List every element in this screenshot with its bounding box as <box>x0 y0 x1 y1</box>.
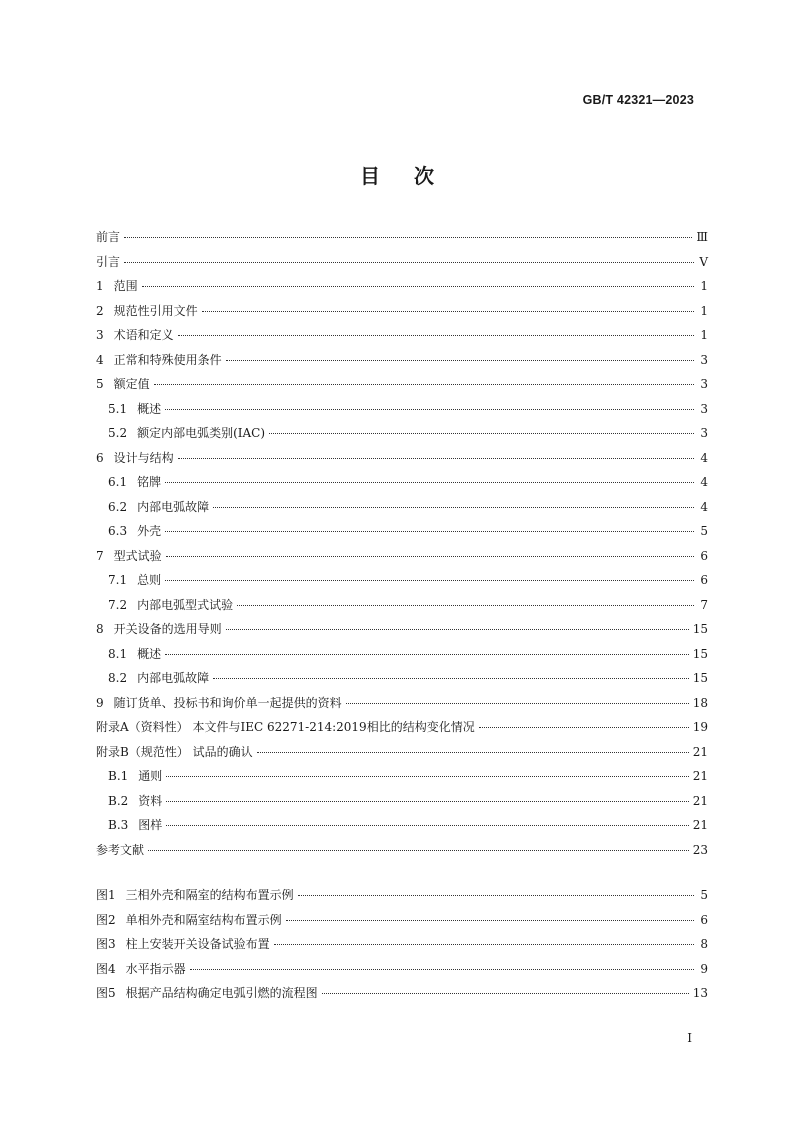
dot-leader <box>178 335 694 336</box>
toc-entry[interactable] <box>96 596 708 621</box>
entry-page-number: 8 <box>700 937 708 951</box>
entry-title: 根据产品结构确定电弧引燃的流程图 <box>125 986 318 1000</box>
toc-entry[interactable] <box>96 669 708 694</box>
entry-page-number: Ⅲ <box>696 230 708 244</box>
entry-title: 参考文献 <box>96 842 145 857</box>
dot-leader <box>479 727 689 728</box>
entry-title: 引言 <box>96 254 121 269</box>
entry-number: 8 <box>96 622 104 636</box>
dot-leader <box>165 580 694 581</box>
entry-title: 概述 <box>137 646 162 661</box>
entry-title: 规范性引用文件 <box>113 303 198 318</box>
figure-entry[interactable] <box>96 886 708 911</box>
entry-number: 7.2 <box>108 597 128 612</box>
dot-leader <box>190 969 694 970</box>
entry-page-number: 5 <box>700 888 708 902</box>
dot-leader <box>165 531 694 532</box>
entry-title: 单相外壳和隔室结构布置示例 <box>125 912 282 927</box>
toc-entry[interactable] <box>96 571 708 596</box>
entry-number: B.2 <box>108 793 129 808</box>
dot-leader <box>178 458 694 459</box>
entry-page-number: 3 <box>700 352 708 367</box>
dot-leader <box>166 776 688 777</box>
document-number: GB/T 42321—2023 <box>582 93 694 107</box>
entry-page-number: 15 <box>692 622 708 636</box>
dot-leader <box>226 360 694 361</box>
figure-entry[interactable] <box>96 911 708 936</box>
dot-leader <box>274 944 694 945</box>
toc-entry[interactable] <box>96 375 708 400</box>
entry-title: 三相外壳和隔室的结构布置示例 <box>125 888 294 902</box>
dot-leader <box>202 311 694 312</box>
entry-page-number: 1 <box>700 279 708 293</box>
entry-page-number: 6 <box>700 912 708 927</box>
dot-leader <box>165 482 694 483</box>
entry-number: 图1 <box>96 888 116 902</box>
dot-leader <box>166 825 688 826</box>
table-of-contents <box>96 228 708 865</box>
entry-title: 内部电弧型式试验 <box>137 597 234 612</box>
entry-title: 内部电弧故障 <box>137 499 210 514</box>
dot-leader <box>257 752 689 753</box>
figure-entry[interactable] <box>96 984 708 1009</box>
entry-title: 开关设备的选用导则 <box>113 622 222 636</box>
toc-entry[interactable] <box>96 841 708 866</box>
entry-page-number: 4 <box>700 475 708 489</box>
toc-entry[interactable] <box>96 767 708 792</box>
entry-page-number: V <box>699 254 708 269</box>
entry-title: 型式试验 <box>113 548 162 563</box>
entry-page-number: 5 <box>700 524 708 538</box>
figure-entry[interactable] <box>96 960 708 985</box>
entry-title: 设计与结构 <box>113 450 174 465</box>
entry-number: 5 <box>96 377 104 391</box>
entry-page-number: 15 <box>692 646 708 661</box>
entry-title: 内部电弧故障 <box>137 671 210 685</box>
entry-page-number: 15 <box>692 671 708 685</box>
dot-leader <box>269 433 694 434</box>
entry-number: 2 <box>96 303 104 318</box>
toc-entry[interactable] <box>96 792 708 817</box>
dot-leader <box>213 507 694 508</box>
entry-number: 7 <box>96 548 104 563</box>
entry-page-number: 9 <box>700 961 708 976</box>
page-number: I <box>687 1031 692 1045</box>
entry-page-number: 1 <box>700 303 708 318</box>
entry-number: 5.1 <box>108 401 128 416</box>
entry-page-number: 13 <box>692 986 708 1000</box>
entry-number: 8.2 <box>108 671 128 685</box>
toc-entry[interactable] <box>96 302 708 327</box>
entry-page-number: 21 <box>692 744 708 759</box>
dot-leader <box>165 409 694 410</box>
entry-number: 图3 <box>96 937 116 951</box>
toc-entry[interactable] <box>96 277 708 302</box>
entry-number: 6.3 <box>108 524 128 538</box>
dot-leader <box>124 262 694 263</box>
toc-entry[interactable] <box>96 253 708 278</box>
entry-number: 图2 <box>96 912 116 927</box>
entry-page-number: 18 <box>692 695 708 710</box>
entry-page-number: 4 <box>700 450 708 465</box>
entry-number: 4 <box>96 352 104 367</box>
toc-entry[interactable] <box>96 522 708 547</box>
dot-leader <box>346 703 689 704</box>
figure-entry[interactable] <box>96 935 708 960</box>
toc-entry[interactable] <box>96 645 708 670</box>
entry-title: 水平指示器 <box>125 961 186 976</box>
entry-page-number: 6 <box>700 548 708 563</box>
entry-page-number: 3 <box>700 401 708 416</box>
entry-title: 附录A（资料性） 本文件与IEC 62271-214:2019相比的结构变化情况 <box>96 720 475 734</box>
entry-number: 8.1 <box>108 646 128 661</box>
entry-page-number: 21 <box>692 818 708 832</box>
dot-leader <box>166 801 688 802</box>
entry-number: 5.2 <box>108 426 128 440</box>
dot-leader <box>124 237 692 238</box>
entry-page-number: 6 <box>700 573 708 587</box>
entry-title: 随订货单、投标书和询价单一起提供的资料 <box>113 695 342 710</box>
entry-title: 铭牌 <box>137 475 162 489</box>
entry-page-number: 4 <box>700 499 708 514</box>
dot-leader <box>154 384 694 385</box>
list-of-figures <box>96 886 708 1009</box>
entry-number: 1 <box>96 279 104 293</box>
entry-number: 3 <box>96 328 104 342</box>
toc-entry[interactable] <box>96 326 708 351</box>
entry-number: 6 <box>96 450 104 465</box>
toc-entry[interactable] <box>96 743 708 768</box>
toc-entry[interactable] <box>96 718 708 743</box>
entry-page-number: 3 <box>700 377 708 391</box>
entry-title: 概述 <box>137 401 162 416</box>
dot-leader <box>298 895 694 896</box>
entry-title: 范围 <box>113 279 138 293</box>
toc-entry[interactable] <box>96 228 708 253</box>
entry-page-number: 23 <box>692 842 708 857</box>
dot-leader <box>148 850 689 851</box>
entry-title: 柱上安装开关设备试验布置 <box>125 937 270 951</box>
entry-page-number: 3 <box>700 426 708 440</box>
toc-entry[interactable] <box>96 547 708 572</box>
dot-leader <box>322 993 689 994</box>
entry-page-number: 1 <box>700 328 708 342</box>
entry-number: 7.1 <box>108 573 128 587</box>
entry-title: 总则 <box>137 573 162 587</box>
entry-page-number: 21 <box>692 769 708 783</box>
dot-leader <box>286 920 694 921</box>
entry-title: 资料 <box>138 793 163 808</box>
toc-entry[interactable] <box>96 400 708 425</box>
toc-entry[interactable] <box>96 351 708 376</box>
entry-title: 正常和特殊使用条件 <box>113 352 222 367</box>
entry-title: 术语和定义 <box>113 328 174 342</box>
entry-title: 附录B（规范性） 试品的确认 <box>96 744 253 759</box>
toc-entry[interactable] <box>96 694 708 719</box>
entry-title: 通则 <box>138 769 163 783</box>
entry-title: 图样 <box>138 818 163 832</box>
dot-leader <box>165 654 689 655</box>
entry-page-number: 21 <box>692 793 708 808</box>
entry-number: 9 <box>96 695 104 710</box>
entry-number: 6.1 <box>108 475 128 489</box>
toc-entry[interactable] <box>96 473 708 498</box>
dot-leader <box>213 678 689 679</box>
toc-entry[interactable] <box>96 424 708 449</box>
entry-number: 图4 <box>96 961 116 976</box>
toc-entry[interactable] <box>96 620 708 645</box>
toc-entry[interactable] <box>96 449 708 474</box>
entry-number: B.1 <box>108 769 129 783</box>
dot-leader <box>166 556 694 557</box>
toc-entry[interactable] <box>96 498 708 523</box>
entry-title: 前言 <box>96 230 121 244</box>
dot-leader <box>142 286 694 287</box>
entry-title: 外壳 <box>137 524 162 538</box>
entry-number: B.3 <box>108 818 129 832</box>
page-title: 目次 <box>360 164 468 188</box>
dot-leader <box>237 605 694 606</box>
entry-page-number: 19 <box>692 720 708 734</box>
entry-title: 额定值 <box>113 377 150 391</box>
entry-number: 6.2 <box>108 499 128 514</box>
entry-page-number: 7 <box>700 597 708 612</box>
toc-entry[interactable] <box>96 816 708 841</box>
entry-number: 图5 <box>96 986 116 1000</box>
dot-leader <box>226 629 689 630</box>
entry-title: 额定内部电弧类别(IAC) <box>137 426 266 440</box>
